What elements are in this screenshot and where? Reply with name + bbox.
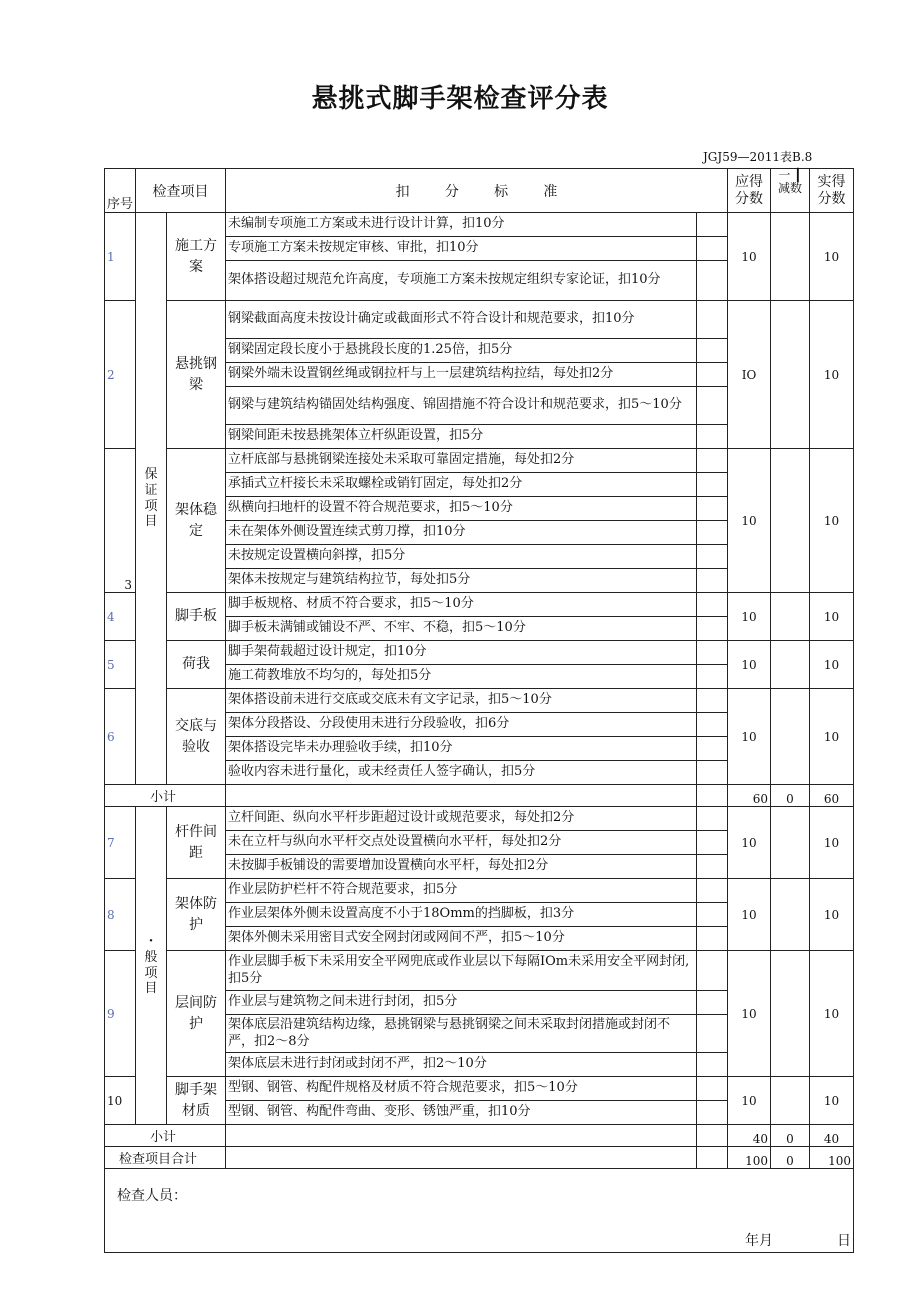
table-row: [105, 689, 854, 713]
criteria-blank: [697, 737, 728, 761]
standard-code: JGJ59—2011表B.8: [703, 150, 813, 164]
table-row: [105, 301, 854, 339]
criteria-blank: [697, 831, 728, 855]
item-name: 架体防护: [167, 879, 226, 951]
item-deduct: [771, 449, 810, 593]
subtotal-blank: [697, 785, 728, 807]
header-criteria-char: 扣: [395, 184, 410, 200]
subtotal-deduct: 0: [771, 785, 810, 807]
header-criteria: [226, 169, 728, 213]
criteria-text: 架体搭设超过规范允许高度，专项施工方案未按规定组织专家论证，扣10分: [226, 261, 697, 301]
header-check-item: 检查项目: [136, 169, 226, 213]
item-seq: 2: [105, 301, 136, 449]
item-name: 架体稳定: [167, 449, 226, 593]
criteria-text: 作业层防护栏杆不符合规范要求，扣5分: [226, 879, 697, 903]
page-title: 悬挑式脚手架检查评分表: [311, 84, 609, 114]
subtotal-due: 60: [728, 785, 771, 807]
item-due-score: 10: [728, 807, 771, 879]
header-criteria-char: 准: [543, 184, 558, 200]
criteria-text: 脚手板规格、材质不符合要求，扣5～10分: [226, 593, 697, 617]
criteria-blank: [697, 951, 728, 991]
criteria-text: 立杆间距、纵向水平杆步距超过设计或规范要求，每处扣2分: [226, 807, 697, 831]
header-criteria-char: 分: [444, 184, 459, 200]
item-actual-score: 10: [810, 689, 854, 785]
criteria-text: 脚手板未满铺或铺设不严、不牢、不稳，扣5～10分: [226, 617, 697, 641]
item-deduct: [771, 807, 810, 879]
criteria-blank: [697, 473, 728, 497]
criteria-text: 作业层与建筑物之间未进行封闭，扣5分: [226, 991, 697, 1015]
criteria-blank: [697, 569, 728, 593]
criteria-text: 型钢、钢管、构配件规格及材质不符合规范要求，扣5～10分: [226, 1077, 697, 1101]
category-guarantee: [136, 213, 167, 785]
criteria-text: 验收内容未进行量化，或未经责任人签字确认，扣5分: [226, 761, 697, 785]
criteria-text: 作业层脚手板下未采用安全平网兜底或作业层以下每隔IOm未采用安全平网封闭,扣5分: [226, 951, 697, 991]
criteria-text: 架体外侧未采用密目式安全网封闭或网间不严，扣5～10分: [226, 927, 697, 951]
date-day: 日: [837, 1233, 851, 1249]
item-due-score: IO: [728, 301, 771, 449]
criteria-text: 未按规定设置横向斜撑，扣5分: [226, 545, 697, 569]
item-deduct: [771, 301, 810, 449]
criteria-blank: [697, 807, 728, 831]
criteria-blank: [697, 261, 728, 301]
criteria-blank: [697, 855, 728, 879]
subtotal-actual: 40: [810, 1125, 854, 1147]
item-seq: 6: [105, 689, 136, 785]
criteria-text: 架体搭设完毕未办理验收手续，扣10分: [226, 737, 697, 761]
header-deduct-top: 一 ┃: [778, 168, 802, 182]
header-due-score: 应得分数: [728, 169, 771, 213]
item-seq: 9: [105, 951, 136, 1077]
subtotal-actual: 100: [810, 1147, 854, 1169]
criteria-text: 作业层架体外侧未设置高度不小于18Omm的挡脚板，扣3分: [226, 903, 697, 927]
category-general-dot: ·: [148, 934, 154, 950]
table-row: [105, 593, 854, 617]
item-seq: 8: [105, 879, 136, 951]
table-row: [105, 449, 854, 473]
criteria-blank: [697, 761, 728, 785]
criteria-blank: [697, 641, 728, 665]
criteria-blank: [697, 1077, 728, 1101]
category-guarantee-label: 保证项目: [144, 467, 158, 530]
subtotal-row: [105, 1147, 854, 1169]
item-name: 脚手板: [167, 593, 226, 641]
criteria-blank: [697, 387, 728, 425]
criteria-blank: [697, 903, 728, 927]
criteria-blank: [697, 689, 728, 713]
item-seq: 7: [105, 807, 136, 879]
item-name: 交底与验收: [167, 689, 226, 785]
criteria-text: 未在立杆与纵向水平杆交点处设置横向水平杆，每处扣2分: [226, 831, 697, 855]
score-table: [104, 168, 854, 1253]
subtotal-blank: [226, 785, 697, 807]
item-name: 荷我: [167, 641, 226, 689]
header-deduct-bottom: 减数: [777, 181, 802, 196]
item-due-score: 10: [728, 449, 771, 593]
item-due-score: 10: [728, 641, 771, 689]
item-actual-score: 10: [810, 449, 854, 593]
item-actual-score: 10: [810, 641, 854, 689]
table-row: [105, 879, 854, 903]
item-due-score: 10: [728, 1077, 771, 1125]
criteria-blank: [697, 449, 728, 473]
table-row: [105, 213, 854, 237]
item-seq: 10: [105, 1077, 136, 1125]
header-criteria-char: 标: [494, 184, 509, 200]
subtotal-due: 40: [728, 1125, 771, 1147]
item-actual-score: 10: [810, 807, 854, 879]
header-actual-score: 实得分数: [810, 169, 854, 213]
criteria-blank: [697, 521, 728, 545]
item-deduct: [771, 951, 810, 1077]
criteria-text: 架体底层沿建筑结构边缘，悬挑钢梁与悬挑钢梁之间未采取封闭措施或封闭不严，扣2～8分: [226, 1015, 697, 1053]
criteria-blank: [697, 665, 728, 689]
item-actual-score: 10: [810, 951, 854, 1077]
subtotal-blank: [226, 1125, 697, 1147]
criteria-blank: [697, 301, 728, 339]
criteria-text: 架体分段搭设、分段使用未进行分段验收，扣6分: [226, 713, 697, 737]
footer-cell: [105, 1169, 854, 1253]
criteria-blank: [697, 363, 728, 387]
header-seq: 序号: [105, 169, 136, 213]
item-deduct: [771, 1077, 810, 1125]
criteria-text: 施工荷教堆放不均匀的，每处扣5分: [226, 665, 697, 689]
subtotal-deduct: 0: [771, 1125, 810, 1147]
subtotal-blank: [697, 1147, 728, 1169]
criteria-text: 钢梁截面高度未按设计确定或截面形式不符合设计和规范要求，扣10分: [226, 301, 697, 339]
item-name: 层间防护: [167, 951, 226, 1077]
item-deduct: [771, 689, 810, 785]
item-actual-score: 10: [810, 1077, 854, 1125]
criteria-blank: [697, 1015, 728, 1053]
category-general-label: 般项目: [144, 949, 158, 997]
item-due-score: 10: [728, 951, 771, 1077]
subtotal-row: [105, 785, 854, 807]
criteria-blank: [697, 593, 728, 617]
subtotal-blank: [226, 1147, 697, 1169]
criteria-blank: [697, 545, 728, 569]
item-actual-score: 10: [810, 213, 854, 301]
item-due-score: 10: [728, 213, 771, 301]
criteria-text: 钢梁固定段长度小于悬挑段长度的1.25倍，扣5分: [226, 339, 697, 363]
criteria-text: 钢梁外端未设置钢丝绳或钢拉杆与上一层建筑结构拉结，每处扣2分: [226, 363, 697, 387]
criteria-text: 架体未按规定与建筑结构拉节，每处扣5分: [226, 569, 697, 593]
date-year-month: 年月: [745, 1233, 773, 1249]
criteria-text: 型钢、钢管、构配件弯曲、变形、锈蚀严重，扣10分: [226, 1101, 697, 1125]
subtotal-deduct: 0: [771, 1147, 810, 1169]
item-deduct: [771, 593, 810, 641]
item-actual-score: 10: [810, 593, 854, 641]
criteria-text: 架体搭设前未进行交底或交底未有文字记录，扣5～10分: [226, 689, 697, 713]
item-deduct: [771, 879, 810, 951]
table-row: [105, 1077, 854, 1101]
criteria-text: 脚手架荷载超过设计规定，扣10分: [226, 641, 697, 665]
criteria-blank: [697, 617, 728, 641]
criteria-text: 未编制专项施工方案或未进行设计计算，扣10分: [226, 213, 697, 237]
category-general: [136, 807, 167, 1125]
criteria-blank: [697, 1053, 728, 1077]
subtotal-blank: [697, 1125, 728, 1147]
criteria-blank: [697, 339, 728, 363]
criteria-blank: [697, 713, 728, 737]
criteria-blank: [697, 927, 728, 951]
item-name: 杆件间距: [167, 807, 226, 879]
item-actual-score: 10: [810, 879, 854, 951]
criteria-blank: [697, 213, 728, 237]
criteria-blank: [697, 425, 728, 449]
item-name: 悬挑钢梁: [167, 301, 226, 449]
criteria-text: 纵横向扫地杆的设置不符合规范要求，扣5～10分: [226, 497, 697, 521]
item-name: 施工方案: [167, 213, 226, 301]
table-row: [105, 641, 854, 665]
item-due-score: 10: [728, 689, 771, 785]
subtotal-label: 小计: [105, 785, 226, 807]
item-deduct: [771, 641, 810, 689]
footer-row: [105, 1169, 854, 1253]
item-actual-score: 10: [810, 301, 854, 449]
criteria-blank: [697, 1101, 728, 1125]
header-deduct: [771, 169, 810, 213]
inspector-label: 检查人员：: [117, 1188, 187, 1204]
subtotal-label: 小计: [105, 1125, 226, 1147]
criteria-blank: [697, 237, 728, 261]
subtotal-label: 检查项目合计: [105, 1147, 226, 1169]
item-due-score: 10: [728, 593, 771, 641]
subtotal-actual: 60: [810, 785, 854, 807]
subtotal-row: [105, 1125, 854, 1147]
header-row: [105, 169, 854, 213]
table-row: [105, 807, 854, 831]
criteria-text: 钢梁间距未按悬挑架体立杆纵距设置，扣5分: [226, 425, 697, 449]
criteria-text: 架体底层未进行封闭或封闭不严，扣2～10分: [226, 1053, 697, 1077]
criteria-text: 专项施工方案未按规定审核、审批，扣10分: [226, 237, 697, 261]
criteria-text: 未在架体外侧设置连续式剪刀撑，扣10分: [226, 521, 697, 545]
item-due-score: 10: [728, 879, 771, 951]
item-seq: 4: [105, 593, 136, 641]
item-name: 脚手架材质: [167, 1077, 226, 1125]
criteria-text: 立杆底部与悬挑钢梁连接处未采取可靠固定措施，每处扣2分: [226, 449, 697, 473]
subtotal-due: 100: [728, 1147, 771, 1169]
criteria-blank: [697, 991, 728, 1015]
item-seq: 3: [105, 449, 136, 593]
criteria-text: 承插式立杆接长未采取螺栓或销钉固定，每处扣2分: [226, 473, 697, 497]
criteria-blank: [697, 497, 728, 521]
table-row: [105, 951, 854, 991]
criteria-text: 钢梁与建筑结构锚固处结构强度、锦固措施不符合设计和规范要求，扣5～10分: [226, 387, 697, 425]
item-seq: 5: [105, 641, 136, 689]
criteria-blank: [697, 879, 728, 903]
item-seq: 1: [105, 213, 136, 301]
item-deduct: [771, 213, 810, 301]
criteria-text: 未按脚手板铺设的需要增加设置横向水平杆，每处扣2分: [226, 855, 697, 879]
